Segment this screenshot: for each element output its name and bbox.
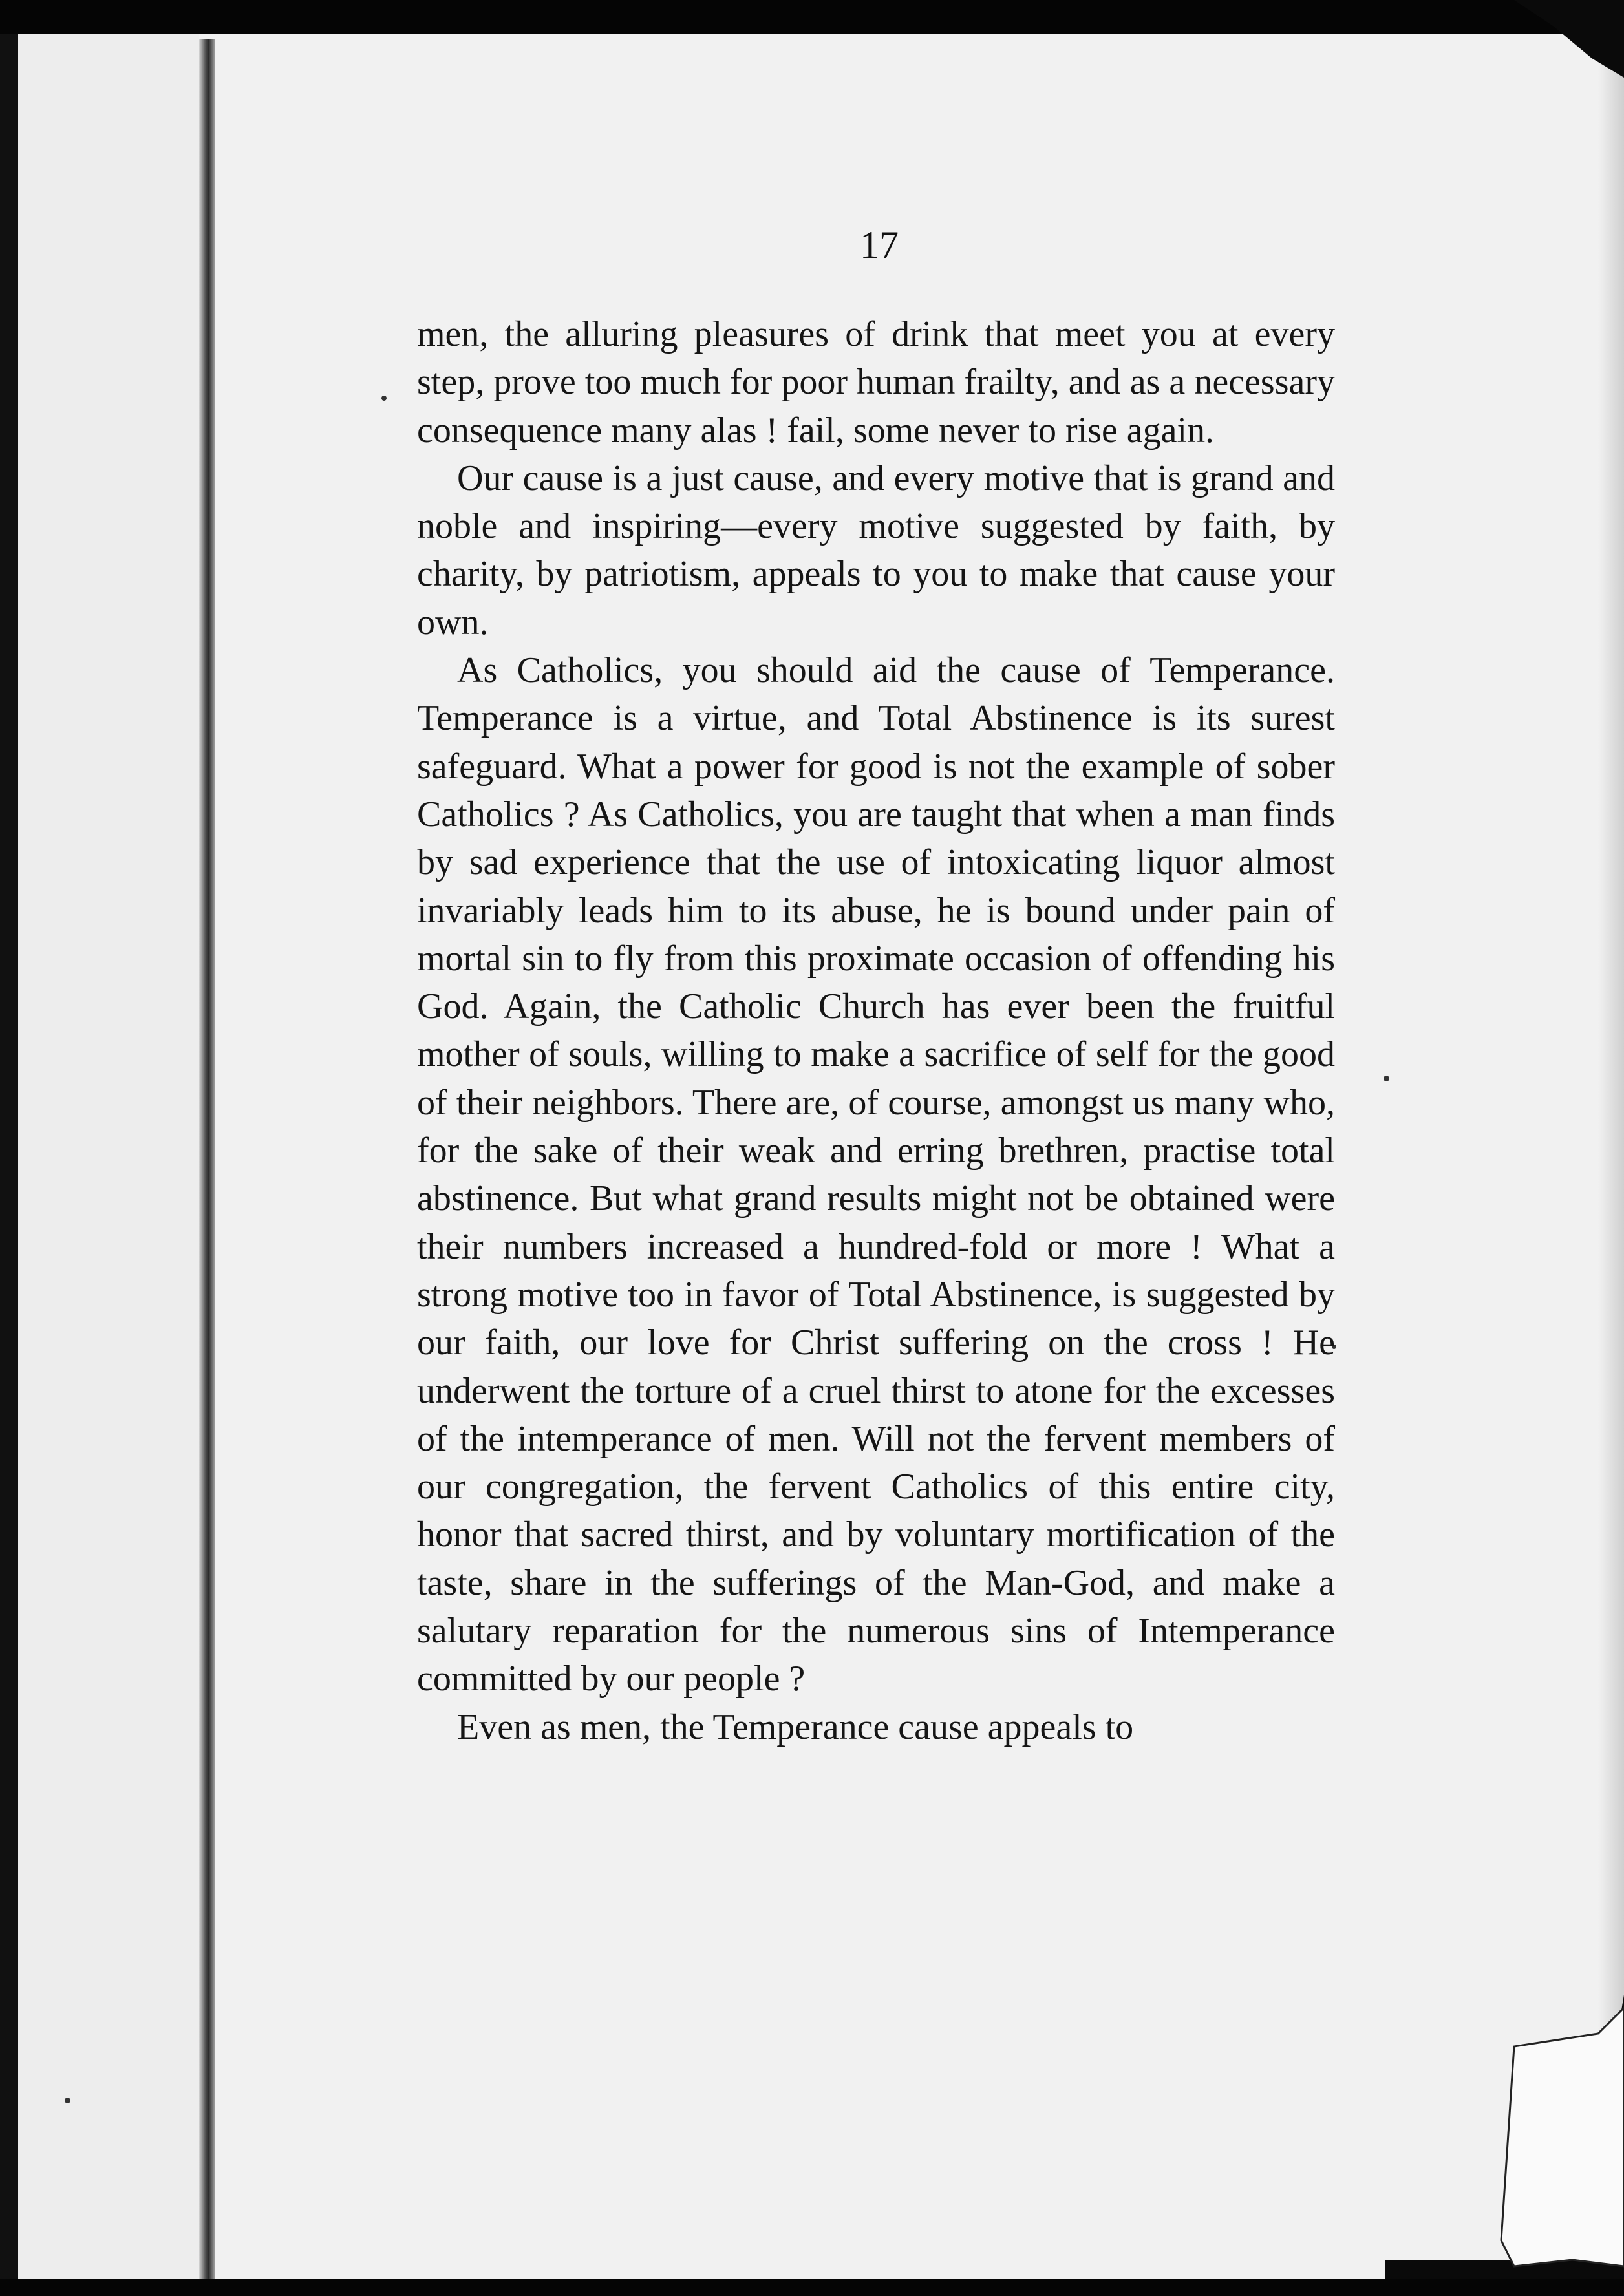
paragraph: As Catholics, you should aid the cause of Temperance. Temperance is a virtue, and Total Abstinence is its surest safeguard. What a power for good is not the example of sober Catholics ? As Catholics, you are taught that when a man finds by sad experience that the use of intoxicating liquor almost invariably leads him to its abuse, he is bound under pain of mortal sin to fly from this proximate occasion of offending his God. Again, the Catholic Church has ever been the fruitful mother of souls, willing to make a sacrifice of self for the good of their neighbors. There are, of course, amongst us many who, for the sake of their weak and erring brethren, practise total abstinence. But what grand results might not be obtained were their numbers increased a hundred-fold or more ! What a strong motive too in favor of Total Abstinence, is suggested by our faith, our love for Christ suffering on the cross ! He underwent the torture of a cruel thirst to atone for the excesses of the intemperance of men. Will not the fervent members of our congregation, the fervent Catholics of this entire city, honor that sacred thirst, and by voluntary mortification of the taste, share in the sufferings of the Man-God, and make a salutary reparation for the numerous sins of Intemperance committed by our people ?	[417, 650, 1335, 1699]
folded-corner-top	[1514, 0, 1624, 78]
paragraph: Our cause is a just cause, and every motive that is grand and noble and inspiring—every motive suggested by faith, by charity, by patriotism, appeals to you to make that cause your own.	[417, 458, 1335, 643]
page-edge-shadow	[1598, 34, 1624, 2279]
scan-left-border	[0, 0, 18, 2296]
paragraph: Even as men, the Temperance cause appeals to	[457, 1706, 1134, 1747]
scan-top-border	[0, 0, 1624, 34]
book-gutter	[199, 39, 215, 2282]
facing-page-edge	[18, 34, 199, 2279]
paper-speck	[65, 2098, 70, 2103]
folded-corner-bottom	[1385, 1995, 1624, 2279]
body-text	[417, 310, 1335, 1751]
paragraph-continued: men, the alluring pleasures of drink that meet you at every step, prove too much for poor human frailty, and as a necessary consequence many alas ! fail, some never to rise again.	[417, 314, 1335, 451]
paper-speck	[1384, 1076, 1389, 1081]
paper-speck	[381, 396, 387, 401]
page-number: 17	[860, 224, 899, 266]
scan-bottom-border	[0, 2279, 1624, 2296]
